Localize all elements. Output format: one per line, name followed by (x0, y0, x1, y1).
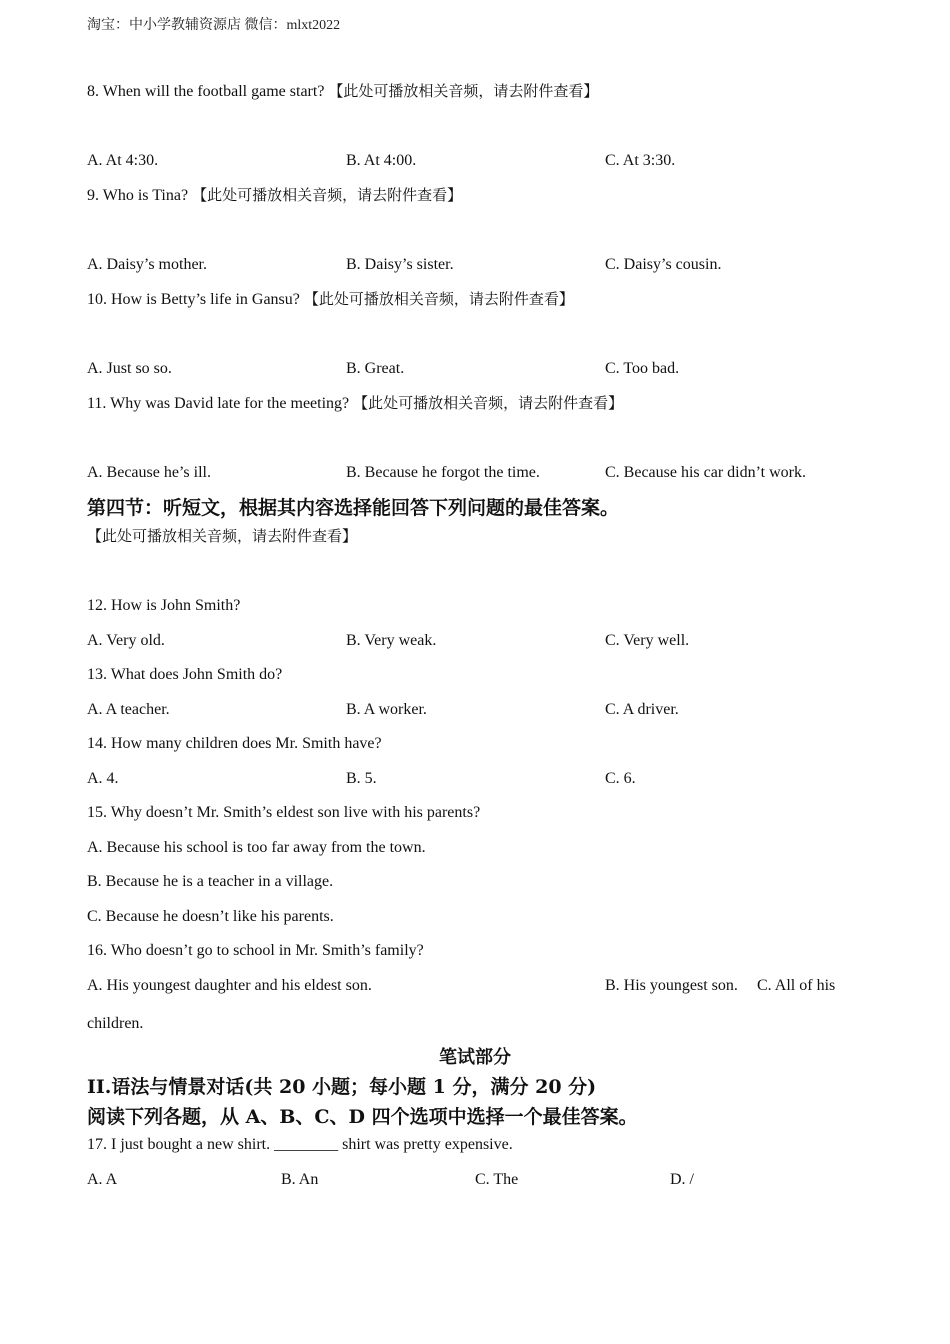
option-10c: C. Too bad. (605, 360, 680, 377)
part-2-title: II.语法与情景对话(共 20 小题；每小题 1 分，满分 20 分) (87, 1076, 597, 1098)
option-16a: A. His youngest daughter and his eldest son. (87, 977, 372, 994)
question-9 (87, 185, 462, 206)
option-8a: A. At 4:30. (87, 152, 159, 169)
option-12a: A. Very old. (87, 632, 165, 649)
option-16b: B. His youngest son. (605, 977, 738, 994)
question-14: 14. How many children does Mr. Smith have? (87, 735, 382, 752)
option-10a: A. Just so so. (87, 360, 172, 377)
question-text: 9. Who is Tina? (87, 187, 189, 204)
option-12b: B. Very weak. (346, 632, 437, 649)
option-14a: A. 4. (87, 770, 119, 787)
option-10b: B. Great. (346, 360, 405, 377)
option-11b: B. Because he forgot the time. (346, 464, 540, 481)
option-11c: C. Because his car didn’t work. (605, 464, 806, 481)
question-8 (87, 81, 598, 102)
audio-note[interactable]: 【此处可播放相关音频，请去附件查看】 (192, 186, 463, 204)
option-14c: C. 6. (605, 770, 636, 787)
option-13b: B. A worker. (346, 701, 427, 718)
option-17b: B. An (281, 1171, 319, 1188)
option-15b: B. Because he is a teacher in a village. (87, 873, 334, 890)
option-16c-continued: children. (87, 1015, 144, 1032)
audio-note[interactable]: 【此处可播放相关音频，请去附件查看】 (353, 394, 624, 412)
question-11 (87, 393, 623, 414)
question-17: 17. I just bought a new shirt. ________ shirt was pretty expensive. (87, 1136, 513, 1153)
written-part-title: 笔试部分 (439, 1047, 511, 1068)
option-15c: C. Because he doesn’t like his parents. (87, 908, 334, 925)
part-2-instruction: 阅读下列各题，从 A、B、C、D 四个选项中选择一个最佳答案。 (87, 1106, 638, 1128)
question-text: 10. How is Betty’s life in Gansu? (87, 291, 300, 308)
option-16c: C. All of his (757, 977, 836, 994)
audio-note[interactable]: 【此处可播放相关音频，请去附件查看】 (328, 82, 599, 100)
section-4-audio-note[interactable]: 【此处可播放相关音频，请去附件查看】 (87, 527, 358, 545)
option-8c: C. At 3:30. (605, 152, 676, 169)
option-17a: A. A (87, 1171, 118, 1188)
question-text: 11. Why was David late for the meeting? (87, 395, 350, 412)
question-13: 13. What does John Smith do? (87, 666, 283, 683)
option-11a: A. Because he’s ill. (87, 464, 211, 481)
option-17d: D. / (670, 1171, 694, 1188)
question-12: 12. How is John Smith? (87, 597, 241, 614)
option-8b: B. At 4:00. (346, 152, 417, 169)
question-text: 8. When will the football game start? (87, 83, 325, 100)
question-10 (87, 289, 574, 310)
option-9c: C. Daisy’s cousin. (605, 256, 722, 273)
option-13c: C. A driver. (605, 701, 679, 718)
option-15a: A. Because his school is too far away from the town. (87, 839, 426, 856)
option-17c: C. The (475, 1171, 519, 1188)
audio-note[interactable]: 【此处可播放相关音频，请去附件查看】 (303, 290, 574, 308)
question-16: 16. Who doesn’t go to school in Mr. Smith’s family? (87, 942, 424, 959)
option-14b: B. 5. (346, 770, 377, 787)
option-12c: C. Very well. (605, 632, 690, 649)
question-15: 15. Why doesn’t Mr. Smith’s eldest son live with his parents? (87, 804, 481, 821)
option-9a: A. Daisy’s mother. (87, 256, 207, 273)
option-13a: A. A teacher. (87, 701, 170, 718)
page-header: 淘宝：中小学教辅资源店 微信：mlxt2022 (87, 18, 341, 33)
section-4-title: 第四节：听短文，根据其内容选择能回答下列问题的最佳答案。 (87, 497, 620, 519)
option-9b: B. Daisy’s sister. (346, 256, 454, 273)
